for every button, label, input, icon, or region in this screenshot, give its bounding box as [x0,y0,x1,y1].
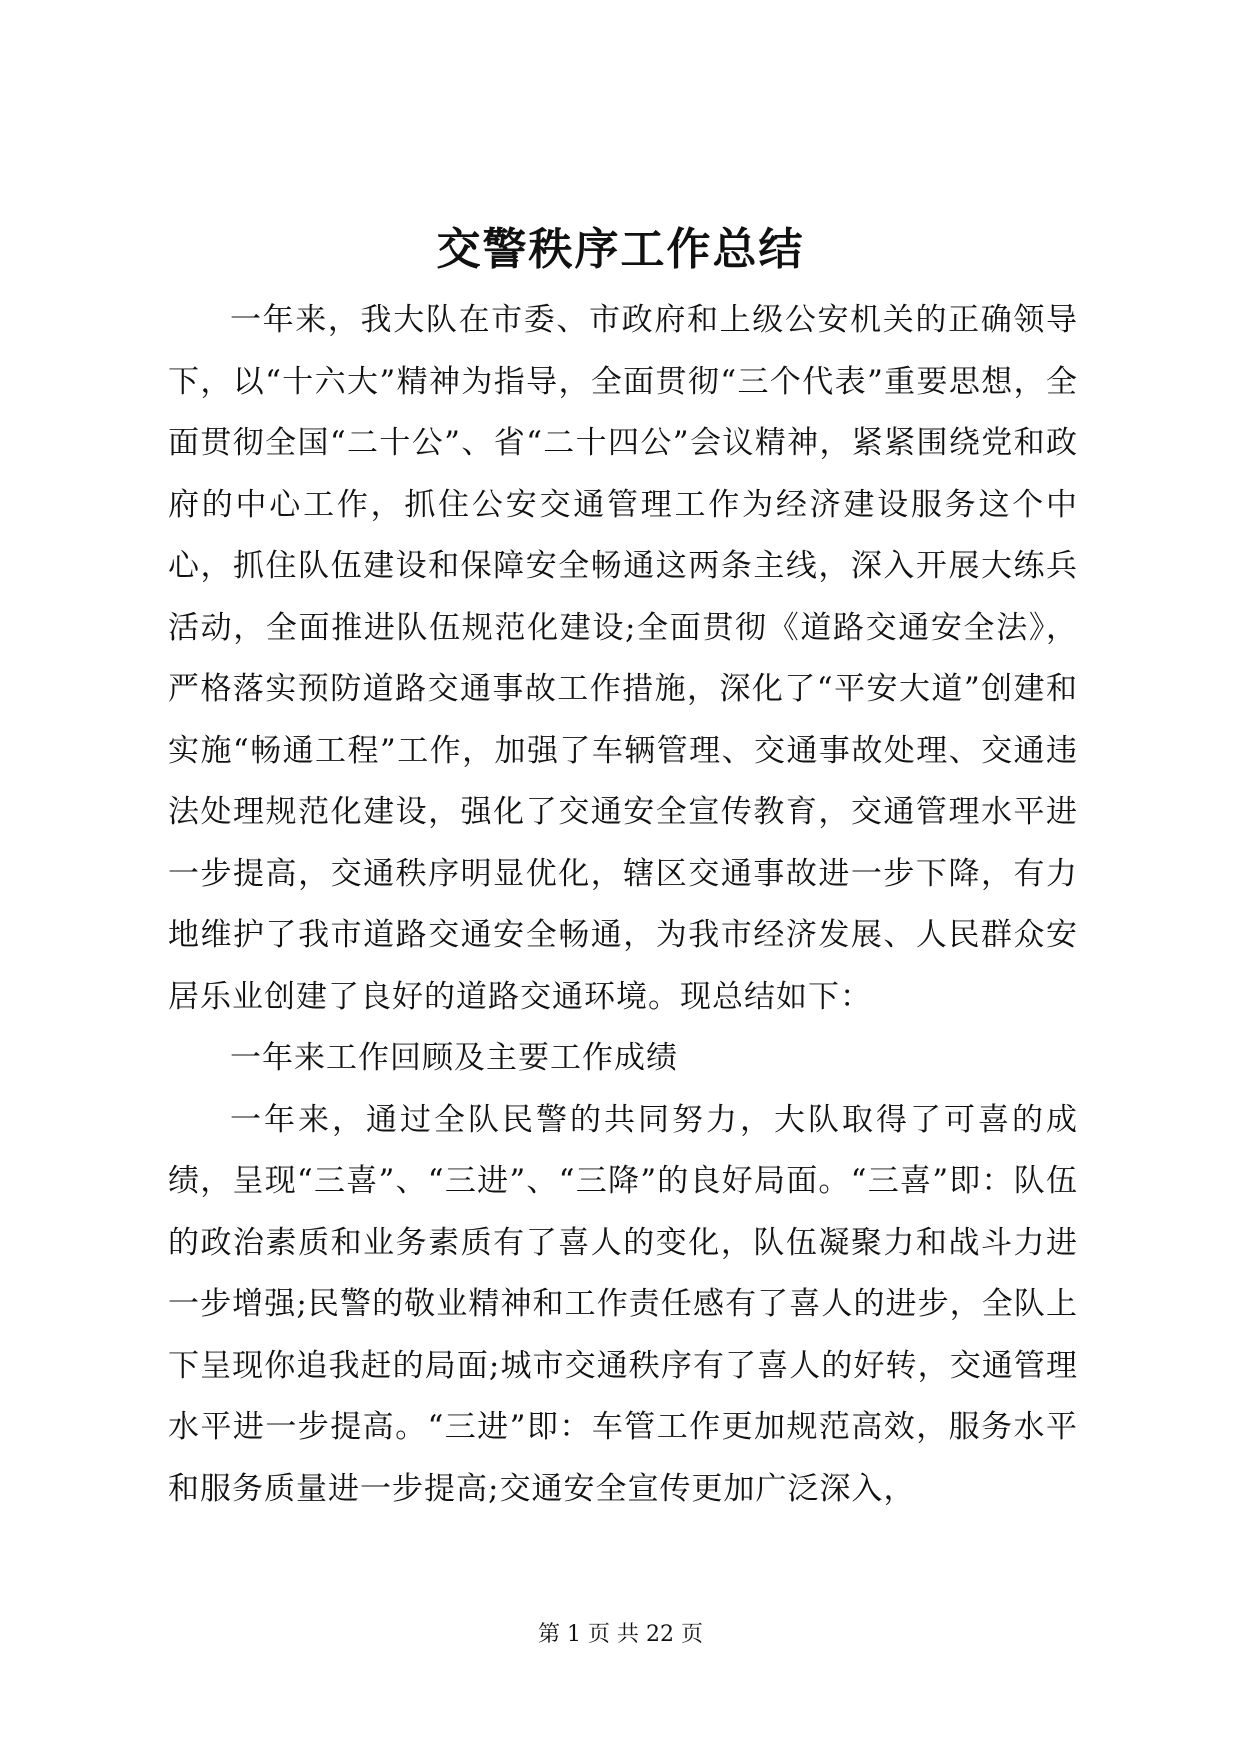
document-body [168,290,1078,1520]
page-number-footer: 第 1 页 共 22 页 [538,1622,703,1647]
paragraph-achievements: 一年来，通过全队民警的共同努力，大队取得了可喜的成绩，呈现“三喜”、“三进”、“三降”的良好局面。“三喜”即：队伍的政治素质和业务素质有了喜人的变化，队伍凝聚力和战斗力进一步增强;民警的敬业精神和工作责任感有了喜人的进步，全队上下呈现你追我赶的局面;城市交通秩序有了喜人的好转，交通管理水平进一步提高。“三进”即：车管工作更加规范高效，服务水平和服务质量进一步提高;交通安全宣传更加广泛深入， [168,1101,1078,1507]
document-title: 交警秩序工作总结 [436,224,805,275]
paragraph-intro: 一年来，我大队在市委、市政府和上级公安机关的正确领导下，以“十六大”精神为指导，全面贯彻“三个代表”重要思想，全面贯彻全国“二十公”、省“二十四公”会议精神，紧紧围绕党和政府的中心工作，抓住公安交通管理工作为经济建设服务这个中心，抓住队伍建设和保障安全畅通这两条主线，深入开展大练兵活动，全面推进队伍规范化建设;全面贯彻《道路交通安全法》，严格落实预防道路交通事故工作措施，深化了“平安大道”创建和实施“畅通工程”工作，加强了车辆管理、交通事故处理、交通违法处理规范化建设，强化了交通安全宣传教育，交通管理水平进一步提高，交通秩序明显优化，辖区交通事故进一步下降，有力地维护了我市道路交通安全畅通，为我市经济发展、人民群众安居乐业创建了良好的道路交通环境。现总结如下： [168,302,1078,1015]
section-heading: 一年来工作回顾及主要工作成绩 [230,1040,678,1076]
